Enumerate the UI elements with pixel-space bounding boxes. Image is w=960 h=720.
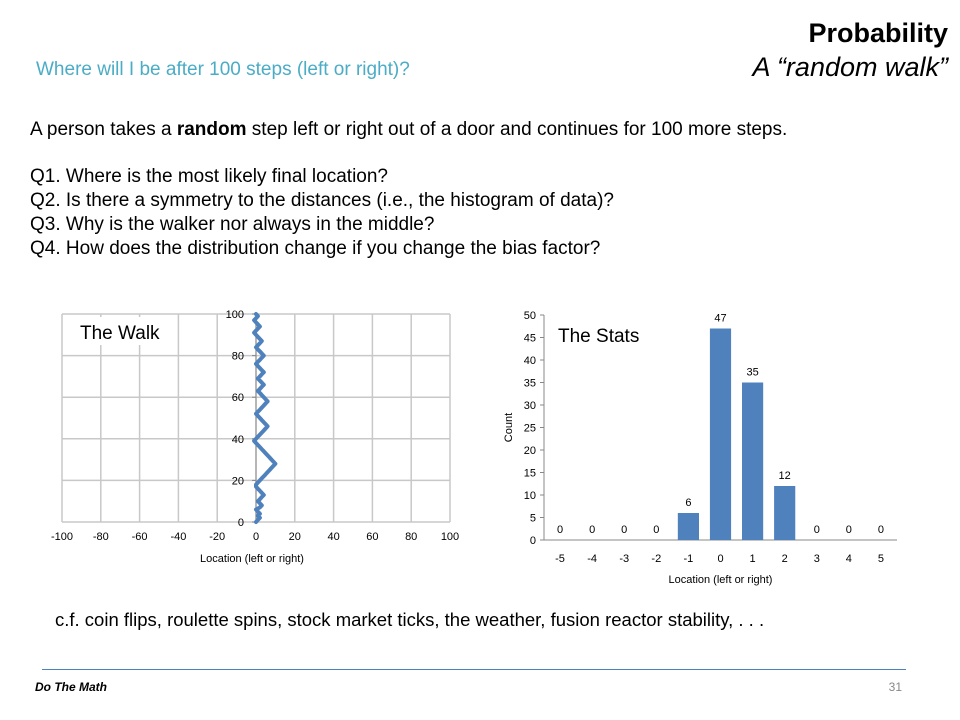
stats-data-label: 0 bbox=[845, 524, 852, 536]
stats-bar bbox=[774, 486, 795, 540]
stats-x-tick: 3 bbox=[813, 553, 820, 565]
walk-path-line bbox=[254, 314, 275, 522]
stats-y-tick: 0 bbox=[529, 535, 536, 547]
slide-subtitle: Where will I be after 100 steps (left or right)? bbox=[36, 59, 410, 80]
walk-chart bbox=[22, 300, 472, 575]
walk-x-tick: 80 bbox=[405, 531, 418, 543]
stats-x-tick: 0 bbox=[717, 553, 724, 565]
walk-chart-title: The Walk bbox=[80, 323, 160, 344]
footer-divider bbox=[42, 669, 906, 670]
stats-x-tick: 2 bbox=[781, 553, 788, 565]
stats-y-tick: 5 bbox=[529, 512, 536, 525]
intro-before: A person takes a bbox=[30, 119, 177, 140]
intro-bold: random bbox=[176, 119, 247, 140]
stats-x-tick: -3 bbox=[619, 553, 630, 565]
stats-data-label: 0 bbox=[589, 524, 596, 536]
stats-x-tick: 4 bbox=[845, 553, 852, 565]
stats-bar bbox=[742, 383, 763, 541]
stats-data-label: 6 bbox=[685, 497, 692, 509]
stats-y-tick: 20 bbox=[523, 445, 536, 457]
question-1: Q1. Where is the most likely final location? bbox=[30, 166, 388, 187]
stats-y-tick: 50 bbox=[523, 310, 536, 322]
walk-x-tick: 60 bbox=[366, 531, 379, 543]
walk-x-tick: 20 bbox=[288, 531, 301, 543]
stats-y-tick: 40 bbox=[523, 355, 536, 367]
body-text bbox=[30, 118, 940, 261]
page-number: 31 bbox=[888, 680, 902, 694]
footer-label: Do The Math bbox=[35, 680, 107, 694]
walk-y-tick: 60 bbox=[231, 392, 244, 405]
question-4: Q4. How does the distribution change if you change the bias factor? bbox=[30, 238, 601, 259]
walk-y-tick: 40 bbox=[231, 433, 244, 446]
stats-data-label: 35 bbox=[746, 366, 759, 379]
stats-y-tick: 10 bbox=[523, 490, 536, 502]
stats-x-label: Location (left or right) bbox=[668, 574, 773, 586]
walk-y-tick: 20 bbox=[231, 475, 244, 488]
walk-x-tick: 0 bbox=[252, 531, 260, 543]
stats-x-tick: -1 bbox=[683, 553, 694, 565]
stats-y-tick: 45 bbox=[523, 332, 536, 345]
footer-note: c.f. coin flips, roulette spins, stock market ticks, the weather, fusion reactor stability, . . . bbox=[55, 609, 765, 630]
slide-title-sub: A “random walk” bbox=[752, 52, 948, 82]
walk-y-tick: 0 bbox=[237, 517, 244, 529]
walk-y-tick: 100 bbox=[225, 309, 244, 321]
slide-title bbox=[752, 16, 948, 84]
walk-x-tick: -60 bbox=[131, 531, 148, 543]
slide-title-main: Probability bbox=[808, 18, 948, 48]
walk-x-tick: -20 bbox=[209, 531, 226, 543]
walk-x-tick: -80 bbox=[92, 531, 109, 543]
walk-x-tick: -100 bbox=[50, 531, 74, 543]
stats-chart bbox=[495, 300, 915, 595]
stats-bar bbox=[678, 513, 699, 540]
intro-after: step left or right out of a door and continues for 100 more steps. bbox=[246, 119, 788, 140]
stats-data-label: 0 bbox=[813, 524, 820, 536]
stats-y-tick: 30 bbox=[523, 400, 536, 412]
stats-data-label: 0 bbox=[877, 524, 885, 536]
stats-y-tick: 25 bbox=[523, 422, 536, 435]
walk-x-tick: -40 bbox=[170, 531, 187, 543]
stats-data-label: 47 bbox=[714, 312, 727, 325]
stats-data-label: 0 bbox=[653, 524, 660, 536]
stats-y-label: Count bbox=[503, 412, 515, 443]
question-2: Q2. Is there a symmetry to the distances (i.e., the histogram of data)? bbox=[30, 190, 614, 211]
stats-y-tick: 35 bbox=[523, 377, 536, 390]
stats-data-label: 0 bbox=[621, 524, 628, 536]
stats-x-tick: -5 bbox=[555, 553, 565, 565]
stats-data-label: 0 bbox=[556, 524, 564, 536]
intro-sentence bbox=[30, 118, 940, 142]
walk-y-tick: 80 bbox=[231, 350, 244, 363]
walk-x-tick: 100 bbox=[440, 531, 460, 543]
stats-x-tick: -4 bbox=[587, 553, 598, 565]
question-3: Q3. Why is the walker nor always in the middle? bbox=[30, 214, 435, 235]
stats-y-tick: 15 bbox=[523, 467, 536, 480]
stats-x-tick: 5 bbox=[877, 553, 885, 565]
stats-chart-title: The Stats bbox=[558, 326, 640, 347]
stats-data-label: 12 bbox=[778, 470, 791, 482]
walk-x-tick: 40 bbox=[327, 531, 340, 543]
stats-bar bbox=[710, 329, 731, 541]
stats-x-tick: -2 bbox=[651, 553, 662, 565]
stats-x-tick: 1 bbox=[749, 553, 756, 565]
walk-x-label: Location (left or right) bbox=[200, 553, 304, 565]
